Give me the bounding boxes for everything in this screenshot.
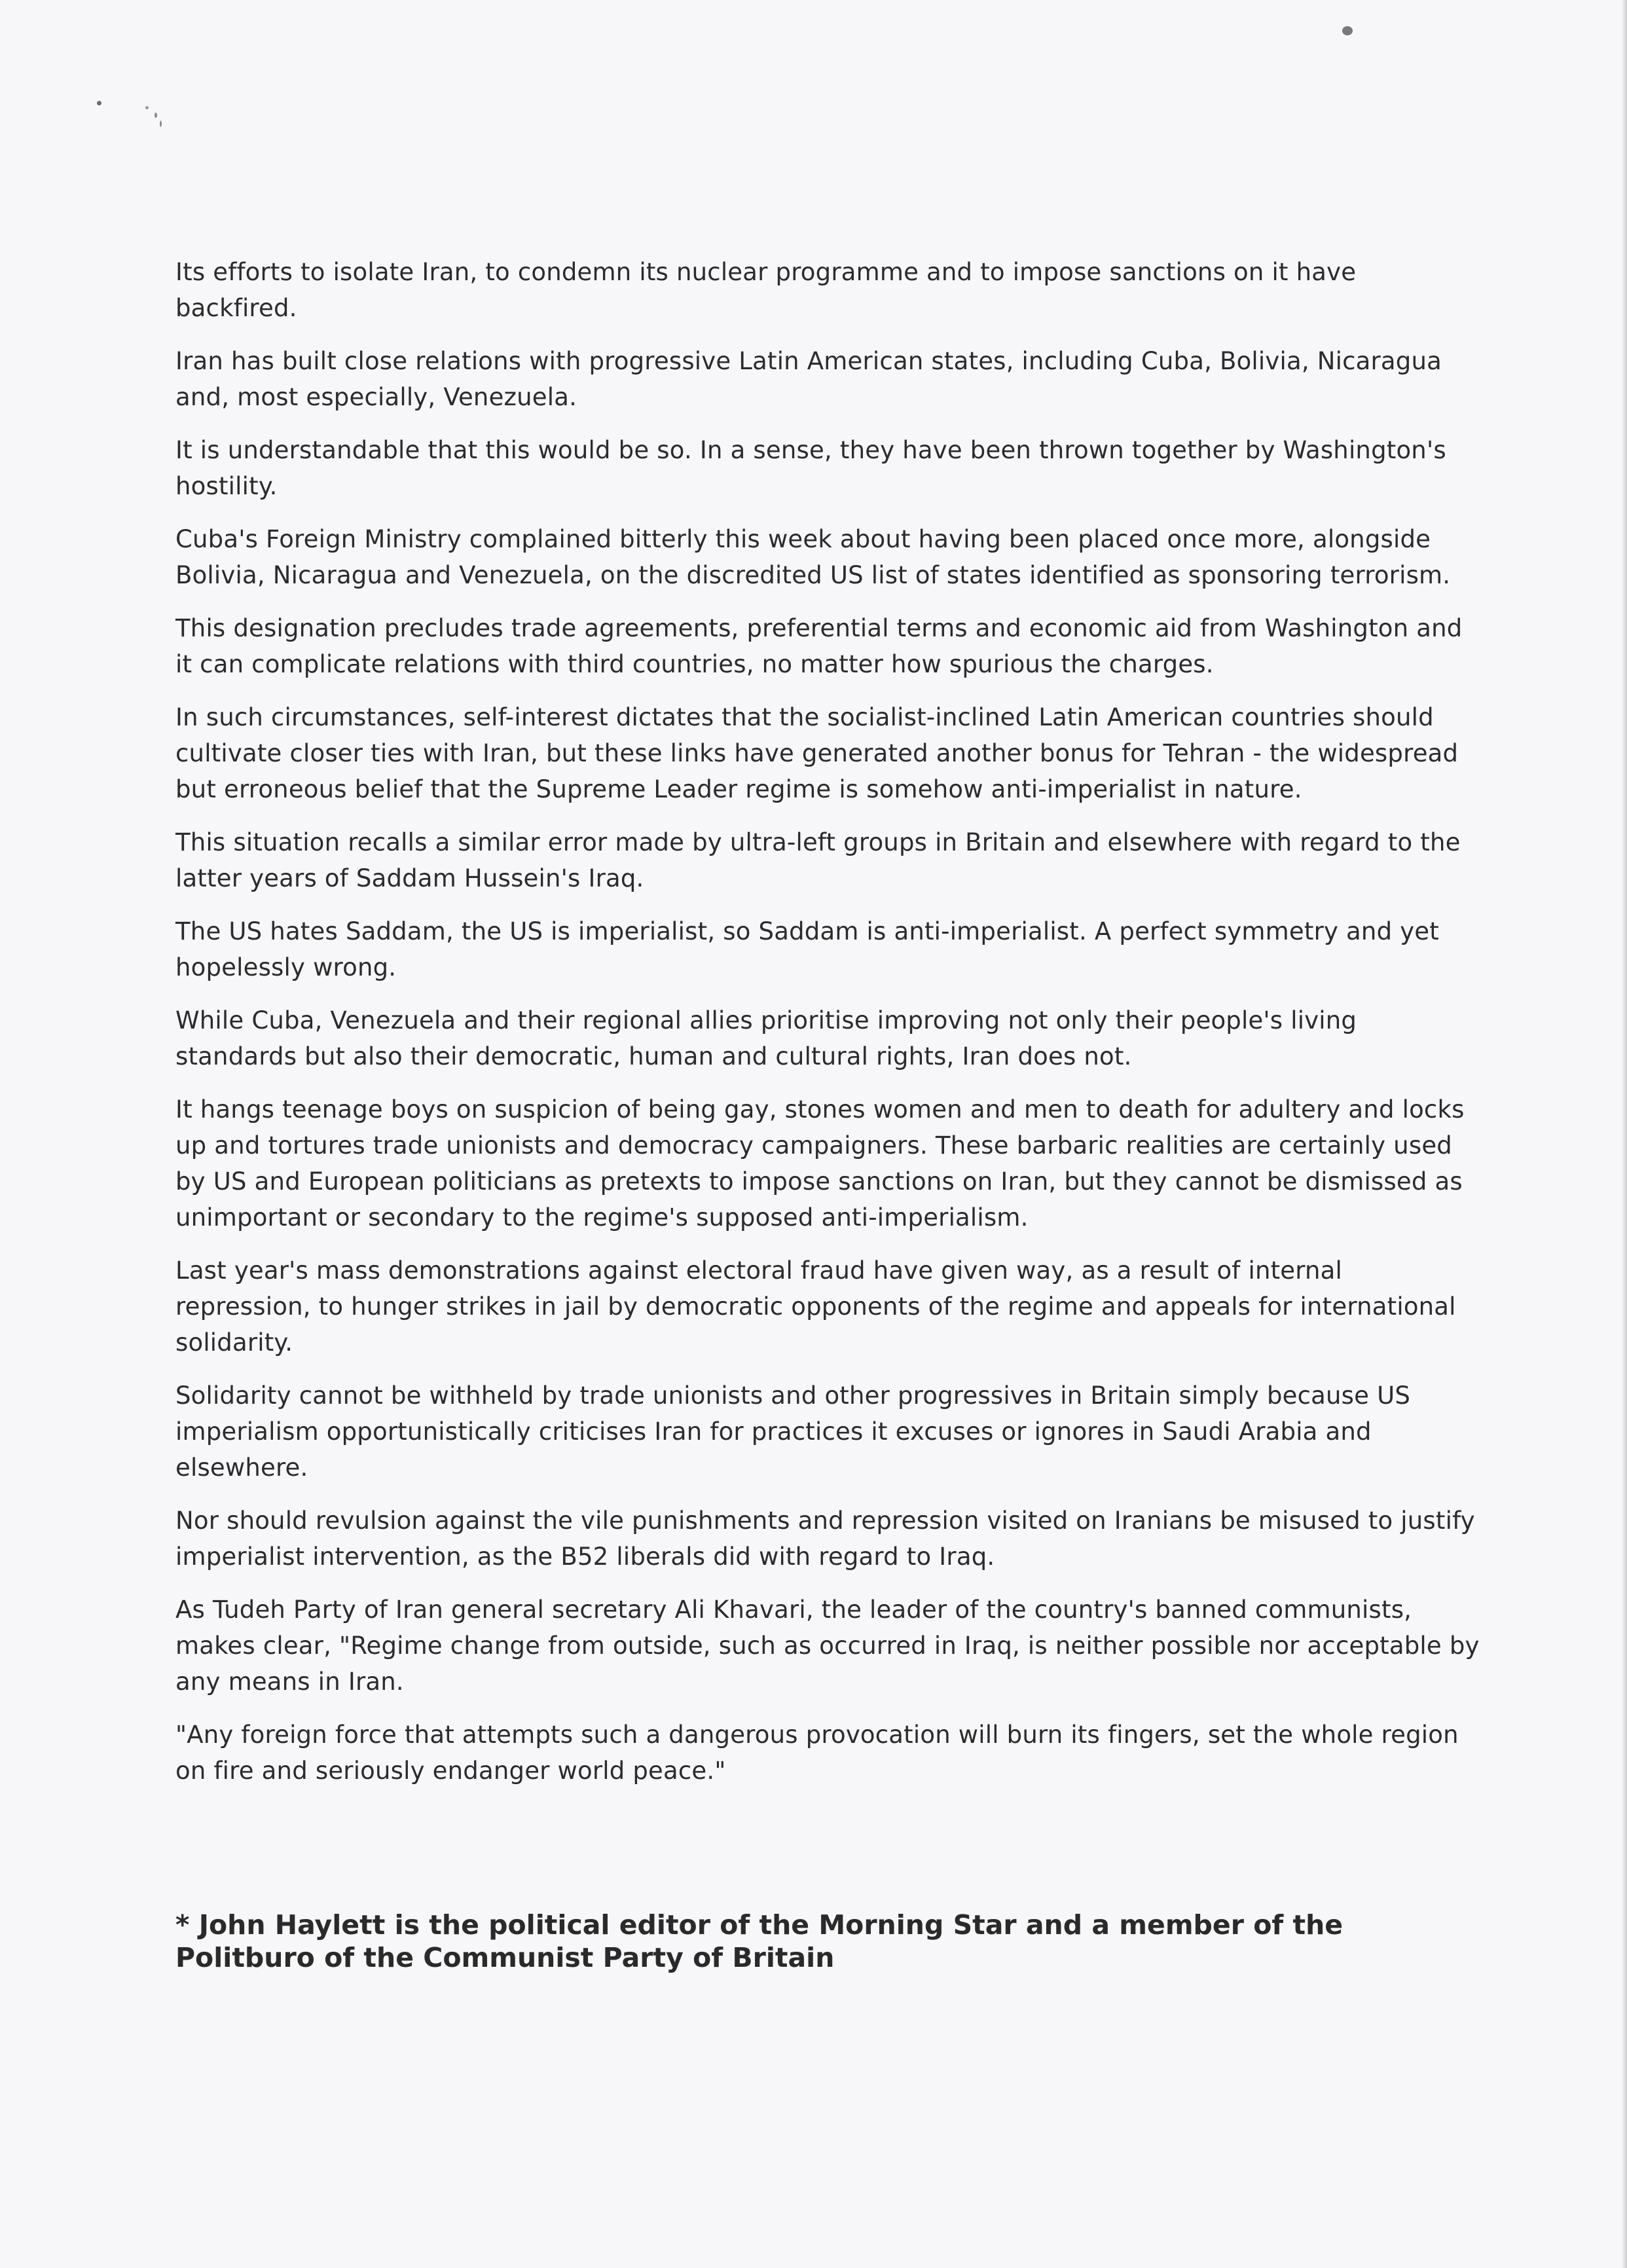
paragraph: Last year's mass demonstrations against electoral fraud have given way, as a result of internal repression, to hunger strikes in jail by democratic opponents of the regime and appeals for international solidarity. <box>175 1256 1456 1357</box>
paragraph: "Any foreign force that attempts such a dangerous provocation will burn its fingers, set the whole region on fire and seriously endanger world peace." <box>175 1721 1459 1785</box>
paragraph: Iran has built close relations with progressive Latin American states, including Cuba, Bolivia, Nicaragua and, most especially, Venezuela. <box>175 347 1442 411</box>
author-byline: * John Haylett is the political editor of the Morning Star and a member of the Politburo of the Communist Party of Britain <box>175 1909 1344 1973</box>
paragraph: As Tudeh Party of Iran general secretary Ali Khavari, the leader of the country's banned communists, makes clear, "Regime change from outside, such as occurred in Iraq, is neither possible nor acceptable by any means in Iran. <box>175 1596 1480 1696</box>
paragraph: The US hates Saddam, the US is imperialist, so Saddam is anti-imperialist. A perfect symmetry and yet hopelessly wrong. <box>175 917 1439 981</box>
page-edge-shadow <box>1622 0 1627 2268</box>
paragraph: Solidarity cannot be withheld by trade unionists and other progressives in Britain simply because US imperialism opportunistically criticises Iran for practices it excuses or ignores in Saudi Arabia and elsewhere. <box>175 1381 1411 1482</box>
scan-speck <box>145 106 149 109</box>
article-body <box>175 254 1485 1806</box>
paragraph: Cuba's Foreign Ministry complained bitterly this week about having been placed once more, alongside Bolivia, Nicaragua and Venezuela, on the discredited US list of states identified as sponsoring terrorism. <box>175 525 1451 589</box>
paragraph: In such circumstances, self-interest dictates that the socialist-inclined Latin American countries should cultivate closer ties with Iran, but these links have generated another bonus for Tehran - the widespread but erroneous belief that the Supreme Leader regime is somehow anti-imperialist in nature. <box>175 703 1459 803</box>
paragraph: It is understandable that this would be so. In a sense, they have been thrown together by Washington's hostility. <box>175 436 1446 500</box>
scan-speck <box>1342 26 1353 35</box>
paragraph: Its efforts to isolate Iran, to condemn its nuclear programme and to impose sanctions on it have backfired. <box>175 258 1357 322</box>
scan-speck <box>160 120 162 127</box>
paragraph: While Cuba, Venezuela and their regional allies prioritise improving not only their people's living standards but also their democratic, human and cultural rights, Iran does not. <box>175 1006 1357 1070</box>
paragraph: This situation recalls a similar error made by ultra-left groups in Britain and elsewhere with regard to the latter years of Saddam Hussein's Iraq. <box>175 828 1461 892</box>
paragraph: Nor should revulsion against the vile punishments and repression visited on Iranians be misused to justify imperialist intervention, as the B52 liberals did with regard to Iraq. <box>175 1507 1475 1571</box>
scan-speck <box>97 101 101 105</box>
scan-speck <box>155 113 157 118</box>
paragraph: This designation precludes trade agreements, preferential terms and economic aid from Washington and it can complicate relations with third countries, no matter how spurious the charges. <box>175 614 1463 678</box>
paragraph: It hangs teenage boys on suspicion of being gay, stones women and men to death for adultery and locks up and tortures trade unionists and democracy campaigners. These barbaric realities are certainly used by US and European politicians as pretexts to impose sanctions on Iran, but they cannot be dismissed as unimportant or secondary to the regime's supposed anti-imperialism. <box>175 1095 1465 1232</box>
